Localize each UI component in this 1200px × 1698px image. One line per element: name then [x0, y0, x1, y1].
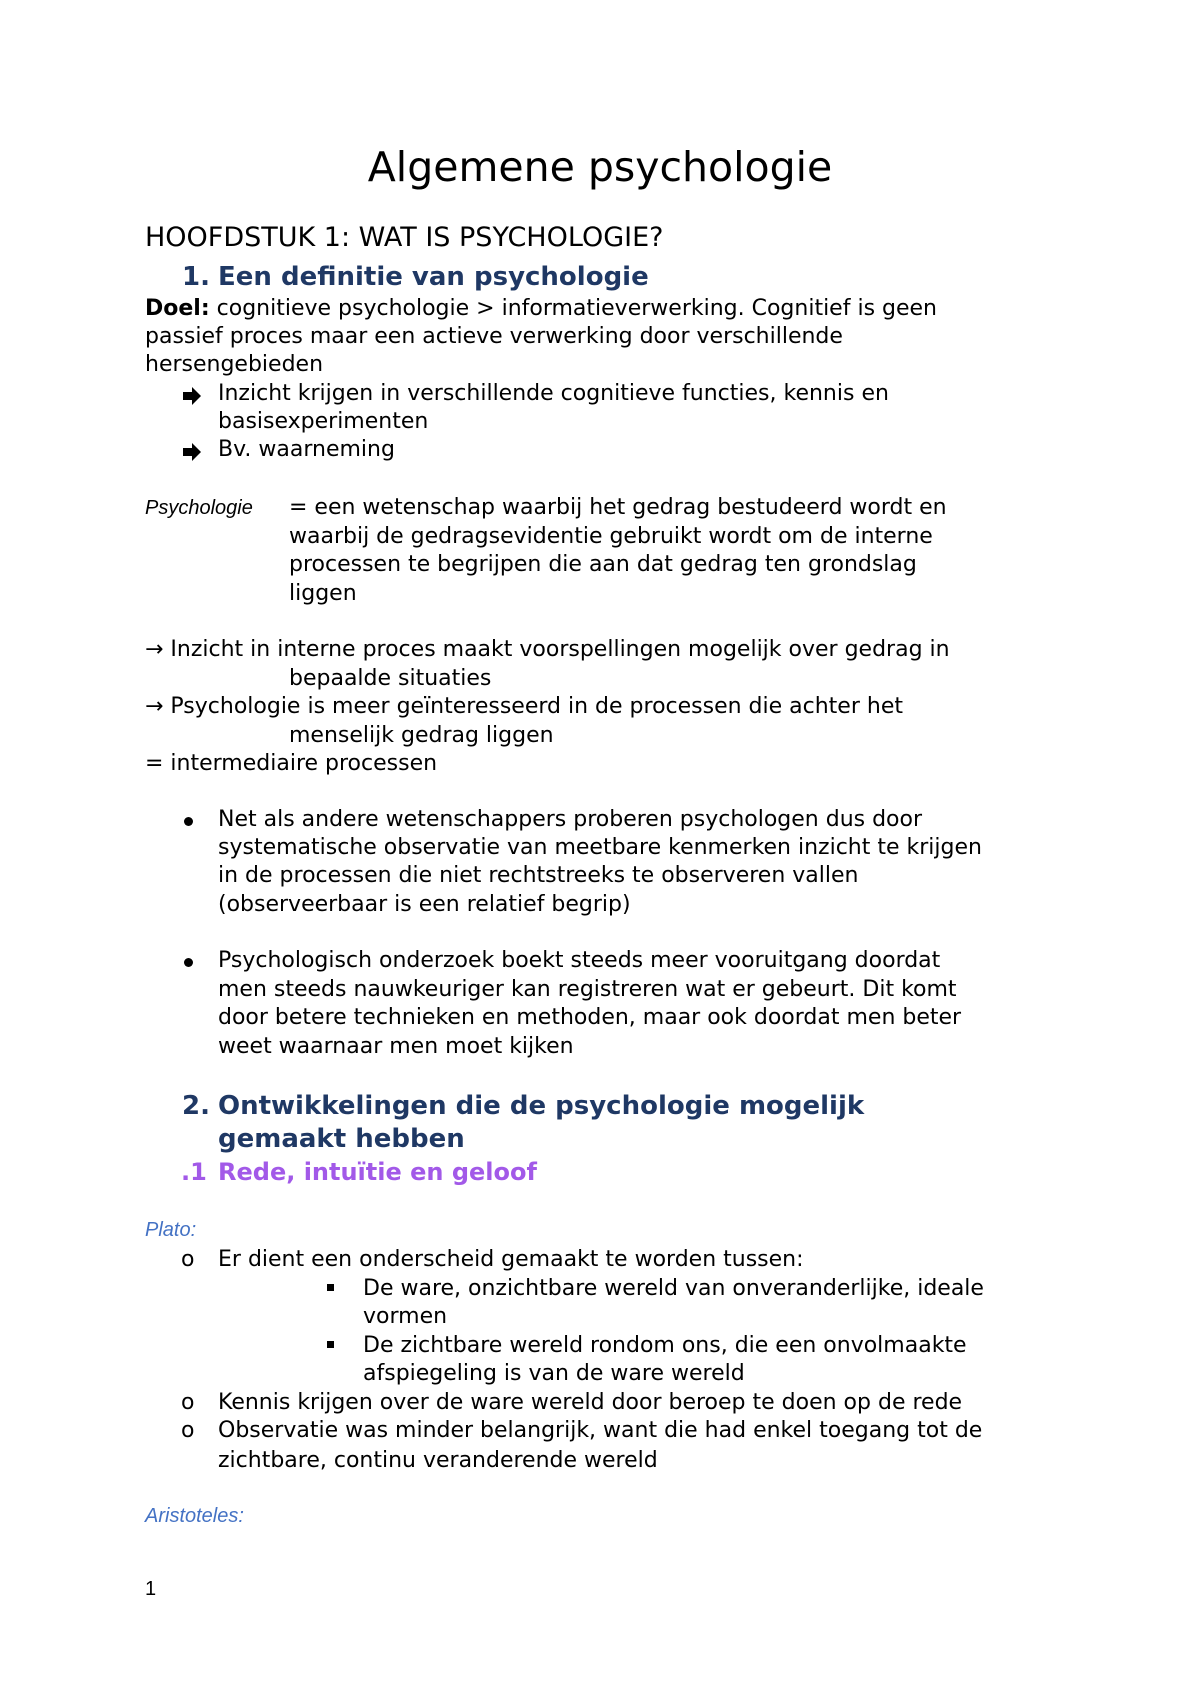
bullet-text-line: systematische observatie van meetbare kenmerken inzicht te krijgen	[218, 835, 982, 860]
arrow-list-item: Inzicht krijgen in verschillende cognitieve functies, kennis en	[218, 381, 889, 406]
subsection-heading: Rede, intuïtie en geloof	[218, 1158, 537, 1186]
plato-subitem: De zichtbare wereld rondom ons, die een onvolmaakte	[363, 1333, 967, 1358]
section-heading: Een definitie van psychologie	[218, 262, 649, 292]
arrow-note-continued: menselijk gedrag liggen	[289, 723, 554, 748]
arrow-note-continued: bepaalde situaties	[289, 666, 492, 691]
document-title: Algemene psychologie	[367, 143, 833, 191]
arrow-right-icon	[181, 441, 203, 463]
goal-paragraph-line	[145, 295, 937, 323]
section-heading: Ontwikkelingen die de psychologie mogelijk	[218, 1091, 865, 1121]
bullet-text-line: men steeds nauwkeuriger kan registreren wat er gebeurt. Dit komt	[218, 977, 957, 1002]
chapter-heading: HOOFDSTUK 1: WAT IS PSYCHOLOGIE?	[145, 222, 664, 253]
bullet-text-line: weet waarnaar men moet kijken	[218, 1034, 574, 1059]
arrow-list-item-continued: basisexperimenten	[218, 409, 429, 434]
arrow-note: → Psychologie is meer geïnteresseerd in de processen die achter het	[145, 694, 903, 719]
goal-paragraph-line: hersengebieden	[145, 352, 324, 377]
plato-item: Observatie was minder belangrijk, want die had enkel toegang tot de	[218, 1418, 983, 1443]
plato-subitem: De ware, onzichtbare wereld van onveranderlijke, ideale	[363, 1276, 984, 1301]
arrow-note: → Inzicht in interne proces maakt voorspellingen mogelijk over gedrag in	[145, 637, 950, 662]
definition-term: Psychologie	[145, 497, 253, 519]
goal-label: Doel:	[145, 296, 210, 321]
circle-bullet-icon: o	[181, 1247, 195, 1272]
definition-line: = een wetenschap waarbij het gedrag bestudeerd wordt en	[289, 495, 947, 520]
bullet-text-line: in de processen die niet rechtstreeks te observeren vallen	[218, 863, 859, 888]
arrow-right-icon	[181, 385, 203, 407]
definition-line: liggen	[289, 581, 357, 606]
plato-item: Kennis krijgen over de ware wereld door beroep te doen op de rede	[218, 1390, 963, 1415]
plato-label: Plato:	[145, 1219, 197, 1241]
bullet-text-line: Net als andere wetenschappers proberen psychologen dus door	[218, 807, 923, 832]
bullet-text-line: Psychologisch onderzoek boekt steeds meer vooruitgang doordat	[218, 948, 941, 973]
plato-subitem-continued: afspiegeling is van de ware wereld	[363, 1361, 745, 1386]
subsection-number: .1	[181, 1158, 207, 1186]
goal-paragraph-line: passief proces maar een actieve verwerking door verschillende	[145, 324, 843, 349]
bullet-text-line: (observeerbaar is een relatief begrip)	[218, 892, 631, 917]
bullet-text-line: door betere technieken en methoden, maar ook doordat men beter	[218, 1005, 962, 1030]
plato-item: Er dient een onderscheid gemaakt te worden tussen:	[218, 1247, 804, 1272]
bullet-icon	[184, 958, 193, 967]
circle-bullet-icon: o	[181, 1418, 195, 1443]
goal-text: cognitieve psychologie > informatieverwerking. Cognitief is geen	[209, 296, 938, 321]
circle-bullet-icon: o	[181, 1390, 195, 1415]
square-bullet-icon	[327, 1341, 334, 1348]
square-bullet-icon	[327, 1284, 334, 1291]
aristoteles-label: Aristoteles:	[145, 1505, 244, 1527]
plato-subitem-continued: vormen	[363, 1304, 448, 1329]
definition-line: waarbij de gedragsevidentie gebruikt wordt om de interne	[289, 524, 933, 549]
section-number: 2.	[182, 1091, 210, 1121]
page-number: 1	[145, 1578, 157, 1600]
section-number: 1.	[182, 262, 210, 292]
plato-item-continued: zichtbare, continu veranderende wereld	[218, 1448, 658, 1473]
equals-line: = intermediaire processen	[145, 751, 438, 776]
definition-line: processen te begrijpen die aan dat gedrag ten grondslag	[289, 552, 917, 577]
arrow-list-item: Bv. waarneming	[218, 437, 395, 462]
section-heading-continued: gemaakt hebben	[218, 1124, 465, 1154]
bullet-icon	[184, 817, 193, 826]
